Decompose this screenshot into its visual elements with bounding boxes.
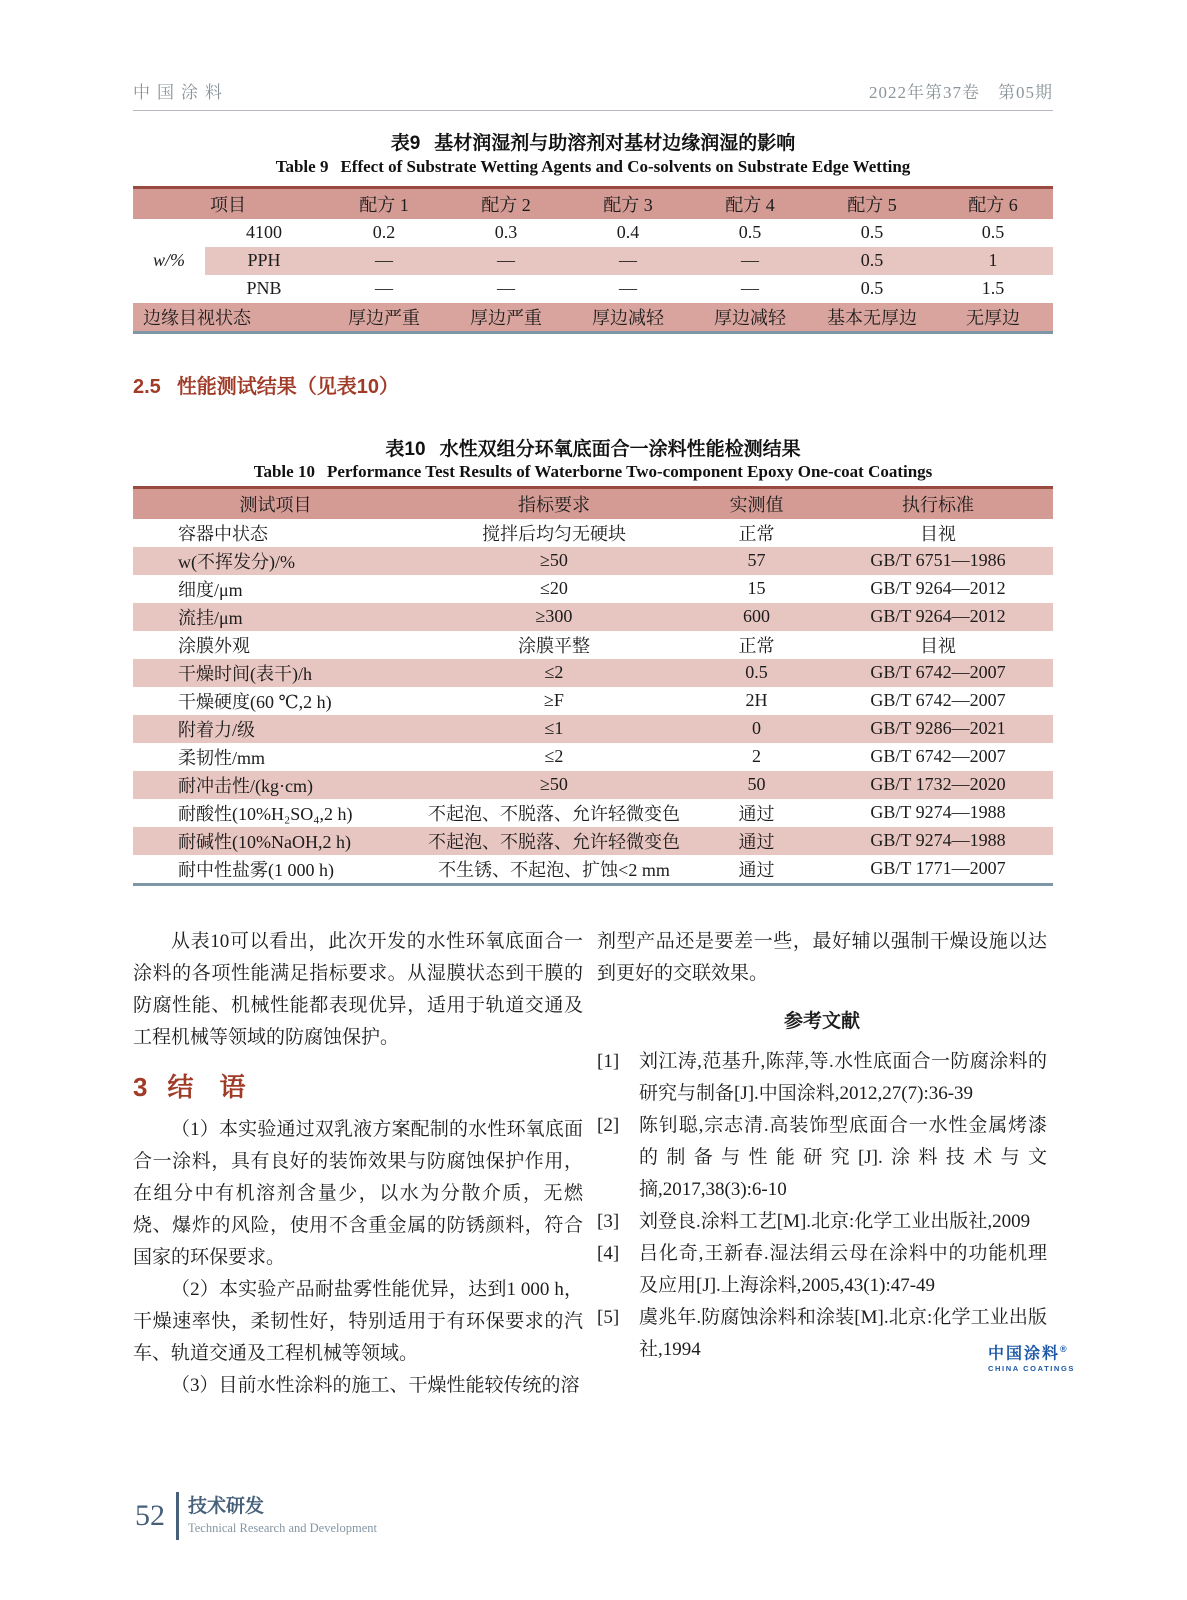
references-list	[597, 1046, 1047, 1366]
table10-body	[133, 519, 1053, 885]
table9-col-header: 配方 4	[725, 194, 775, 215]
table10-cell: w(不挥发分)/%	[178, 551, 295, 572]
table9-caption-en	[133, 157, 1053, 177]
table9-caption-label-en: Table 9	[275, 157, 329, 176]
table10-caption-zh	[133, 434, 1053, 461]
table10-cell: 目视	[920, 523, 956, 544]
table10-cell: ≥300	[535, 606, 573, 626]
section-2-5-heading	[133, 370, 399, 399]
table10-row	[133, 799, 1053, 827]
reference-marker: [4]	[597, 1243, 620, 1264]
footer-section	[188, 1496, 377, 1536]
table10-cell: 干燥时间(表干)/h	[178, 663, 312, 684]
table10	[133, 486, 1053, 886]
table9-cell: 厚边减轻	[567, 303, 689, 333]
table9-caption-title-en: Effect of Substrate Wetting Agents and Co-solvents on Substrate Edge Wetting	[340, 157, 911, 176]
table10-cell: 目视	[920, 635, 956, 656]
table9-cell: —	[323, 247, 445, 275]
table9-cell: 0.5	[811, 247, 933, 275]
reference-text: 虞兆年.防腐蚀涂料和涂装[M].北京:化学工业出版社,1994	[639, 1307, 1047, 1360]
table10-cell: 600	[743, 606, 770, 626]
conclusion-paragraph-2: （2）本实验产品耐盐雾性能优异，达到1 000 h，干燥速率快，柔韧性好，特别适用于有环保要求的汽车、轨道交通及工程机械等领域。	[133, 1279, 583, 1364]
reference-item	[597, 1046, 1047, 1110]
table9-header-row	[133, 188, 1053, 219]
table9-col-header: 配方 6	[968, 194, 1018, 215]
table9-col-header: 配方 5	[847, 194, 897, 215]
table9-cell: 无厚边	[933, 303, 1053, 333]
table10-cell: 干燥硬度(60 ℃,2 h)	[178, 691, 332, 712]
page-number: 52	[135, 1499, 165, 1532]
table10-cell: 柔韧性/mm	[178, 747, 266, 768]
table10-cell: 涂膜外观	[178, 635, 250, 656]
brand-logo-zh-text: 中国涂料	[988, 1345, 1061, 1363]
table10-cell: GB/T 9286—2021	[870, 718, 1006, 738]
table10-cell: 通过	[738, 803, 775, 824]
table10-cell: GB/T 1771—2007	[870, 858, 1006, 878]
conclusion-paragraph-3: （3）目前水性涂料的施工、干燥性能较传统的溶	[171, 1375, 580, 1396]
table10-cell: 15	[747, 578, 766, 598]
table10-cell: 57	[747, 550, 766, 570]
table10-row	[133, 603, 1053, 631]
table10-cell: ≥F	[544, 690, 564, 710]
reference-marker: [1]	[597, 1051, 620, 1072]
table10-cell: 附着力/级	[178, 719, 256, 740]
table10-caption-en	[133, 462, 1053, 482]
footer-section-en: Technical Research and Development	[188, 1521, 377, 1535]
table10-row	[133, 547, 1053, 575]
table9-cell: 0.5	[860, 278, 884, 298]
conclusion-continuation: 剂型产品还是要差一些，最好辅以强制干燥设施以达到更好的交联效果。	[597, 931, 1047, 984]
reference-item	[597, 1302, 1047, 1366]
section-3-title: 结 语	[167, 1072, 246, 1102]
table9-body	[133, 219, 1053, 333]
table9-cell: —	[567, 247, 689, 275]
journal-name: 中国涂料	[133, 83, 229, 102]
table10-cell: 通过	[738, 859, 775, 880]
table9-head	[133, 188, 1053, 219]
table10-cell: GB/T 1732—2020	[870, 774, 1006, 794]
table9-item: PNB	[246, 278, 282, 298]
table10-cell: 耐冲击性/(kg·cm)	[178, 775, 313, 796]
table10-caption-label: 表10	[385, 439, 426, 460]
table10-col-header: 测试项目	[239, 494, 312, 515]
reference-marker: [3]	[597, 1211, 620, 1232]
table9-summary-label: 边缘目视状态	[133, 303, 323, 333]
table9-row	[133, 219, 1053, 247]
table10-cell: GB/T 6751—1986	[870, 550, 1006, 570]
table10-cell: ≥50	[540, 774, 568, 794]
section-2-5-title: 性能测试结果（见表10）	[176, 376, 400, 398]
reference-text: 陈钊聪,宗志清.高装饰型底面合一水性金属烤漆的制备与性能研究[J].涂料技术与文摘,2017,38(3):6-10	[639, 1115, 1047, 1200]
table10-cell: ≤1	[544, 718, 564, 738]
table9-cell: 1.5	[981, 278, 1005, 298]
table10-col-header: 指标要求	[518, 494, 590, 515]
table10-cell: 不生锈、不起泡、扩蚀<2 mm	[438, 859, 670, 880]
table10-cell: ≥50	[540, 550, 568, 570]
table10-cell: GB/T 9264—2012	[870, 606, 1006, 626]
table9-cell: 0.2	[372, 222, 396, 242]
reference-text: 吕化奇,王新春.湿法绢云母在涂料中的功能机理及应用[J].上海涂料,2005,43(1):47-49	[639, 1243, 1047, 1296]
table9-row	[133, 275, 1053, 303]
right-column	[597, 926, 1047, 1366]
table10-row	[133, 715, 1053, 743]
references-heading: 参考文献	[783, 1011, 860, 1032]
table10-cell: 耐碱性(10%NaOH,2 h)	[178, 831, 351, 852]
table9-col-header: 配方 3	[603, 194, 653, 215]
table9-col-header: 项目	[210, 194, 246, 215]
table10-cell: GB/T 9274—1988	[870, 830, 1006, 850]
reference-text: 刘江涛,范基升,陈萍,等.水性底面合一防腐涂料的研究与制备[J].中国涂料,2012,27(7):36-39	[639, 1051, 1047, 1104]
table10-cell: 0.5	[745, 662, 768, 682]
table10-cell: 涂膜平整	[518, 635, 590, 656]
table10-cell: 搅拌后均匀无硬块	[482, 523, 626, 544]
table10-col-header: 实测值	[729, 494, 784, 515]
table10-row	[133, 743, 1053, 771]
table9	[133, 186, 1053, 334]
table9-cell: 基本无厚边	[811, 303, 933, 333]
table9-col-header: 配方 2	[481, 194, 531, 215]
brand-logo	[988, 1341, 1075, 1373]
table10-cell: 容器中状态	[178, 523, 268, 544]
table9-cell: 厚边严重	[323, 303, 445, 333]
table9-col-header: 配方 1	[359, 194, 409, 215]
table10-cell: 2	[752, 746, 761, 766]
body-paragraph-1: 从表10可以看出，此次开发的水性环氧底面合一涂料的各项性能满足指标要求。从湿膜状态到干膜的防腐性能、机械性能都表现优异，适用于轨道交通及工程机械等领域的防腐蚀保护。	[133, 931, 583, 1048]
table10-col-header: 执行标准	[902, 494, 974, 515]
table9-cell: —	[741, 278, 759, 298]
table10-cell: 通过	[738, 831, 775, 852]
table10-cell: 正常	[738, 523, 775, 544]
page-header	[133, 78, 1053, 111]
table10-row	[133, 659, 1053, 687]
table10-row	[133, 631, 1053, 659]
table9-cell: —	[375, 278, 393, 298]
reference-item	[597, 1238, 1047, 1302]
table9-cell: 1	[933, 247, 1053, 275]
table10-cell: 耐酸性(10%H₂SO₄,2 h)	[178, 803, 353, 824]
reference-marker: [2]	[597, 1115, 620, 1136]
table10-row	[133, 519, 1053, 547]
table10-cell: GB/T 6742—2007	[870, 662, 1006, 682]
table10-cell: GB/T 9264—2012	[870, 578, 1006, 598]
table10-cell: 不起泡、不脱落、允许轻微变色	[428, 803, 680, 824]
table9-caption-zh	[133, 128, 1053, 155]
table10-cell: ≤2	[544, 746, 564, 766]
table10-row	[133, 771, 1053, 799]
table10-cell: ≤20	[540, 578, 568, 598]
table10-cell: GB/T 6742—2007	[870, 746, 1006, 766]
table9-cell: —	[689, 247, 811, 275]
table10-row	[133, 575, 1053, 603]
table10-row	[133, 687, 1053, 715]
table9-cell: 0.4	[616, 222, 640, 242]
table9-cell: 0.3	[494, 222, 518, 242]
table10-cell: 流挂/μm	[178, 607, 243, 628]
table10-cell: GB/T 6742—2007	[870, 690, 1006, 710]
table9-cell: —	[497, 278, 515, 298]
table9-cell: 0.5	[981, 222, 1005, 242]
reference-marker: [5]	[597, 1307, 620, 1328]
table10-cell: 细度/μm	[178, 579, 243, 600]
section-3-number: 3	[133, 1072, 148, 1102]
table10-cell: ≤2	[544, 662, 564, 682]
table10-caption-title: 水性双组分环氧底面合一涂料性能检测结果	[439, 439, 801, 460]
table9-caption-label: 表9	[390, 133, 421, 154]
table9-caption-title: 基材润湿剂与助溶剂对基材边缘润湿的影响	[434, 133, 796, 154]
table9-cell: —	[445, 247, 567, 275]
left-column	[133, 926, 583, 1402]
brand-logo-en: CHINA COATINGS	[988, 1364, 1075, 1374]
table10-row	[133, 827, 1053, 855]
section-3-heading	[133, 1070, 583, 1104]
table9-item: PPH	[205, 247, 323, 275]
table9-cell: 0.5	[860, 222, 884, 242]
table9-cell: 厚边严重	[445, 303, 567, 333]
table9-item: 4100	[246, 222, 282, 242]
footer-section-zh: 技术研发	[188, 1496, 265, 1517]
page-footer	[135, 1492, 377, 1540]
table10-header-row	[133, 488, 1053, 519]
table9-summary-row	[133, 303, 1053, 333]
section-2-5-number: 2.5	[133, 376, 161, 398]
table10-cell: 2H	[745, 690, 768, 710]
footer-divider	[176, 1492, 179, 1540]
table10-cell: 50	[747, 774, 766, 794]
table10-cell: 耐中性盐雾(1 000 h)	[178, 859, 334, 880]
table10-cell: GB/T 9274—1988	[870, 802, 1006, 822]
table10-caption-label-en: Table 10	[253, 462, 315, 481]
table10-head	[133, 488, 1053, 519]
conclusion-paragraph-1: （1）本实验通过双乳液方案配制的水性环氧底面合一涂料，具有良好的装饰效果与防腐蚀保护作用，在组分中有机溶剂含量少，以水为分散介质，无燃烧、爆炸的风险，使用不含重金属的防锈颜料，符合国家的环保要求。	[133, 1119, 583, 1268]
brand-logo-zh	[988, 1341, 1075, 1362]
table10-cell: 0	[752, 718, 761, 738]
table10-cell: 不起泡、不脱落、允许轻微变色	[428, 831, 680, 852]
table10-cell: 正常	[738, 635, 775, 656]
table10-row	[133, 855, 1053, 885]
table9-cell: —	[619, 278, 637, 298]
table9-row	[133, 247, 1053, 275]
table10-caption-title-en: Performance Test Results of Waterborne Two-component Epoxy One-coat Coatings	[326, 462, 933, 481]
reference-text: 刘登良.涂料工艺[M].北京:化学工业出版社,2009	[639, 1211, 1031, 1232]
table9-cell: 厚边减轻	[689, 303, 811, 333]
reference-item	[597, 1206, 1047, 1238]
registered-mark-icon: ®	[1060, 1344, 1067, 1354]
reference-item	[597, 1110, 1047, 1206]
table9-group-label: w/%	[152, 250, 185, 270]
issue-info: 2022年第37卷 第05期	[869, 83, 1053, 102]
table9-cell: 0.5	[738, 222, 762, 242]
